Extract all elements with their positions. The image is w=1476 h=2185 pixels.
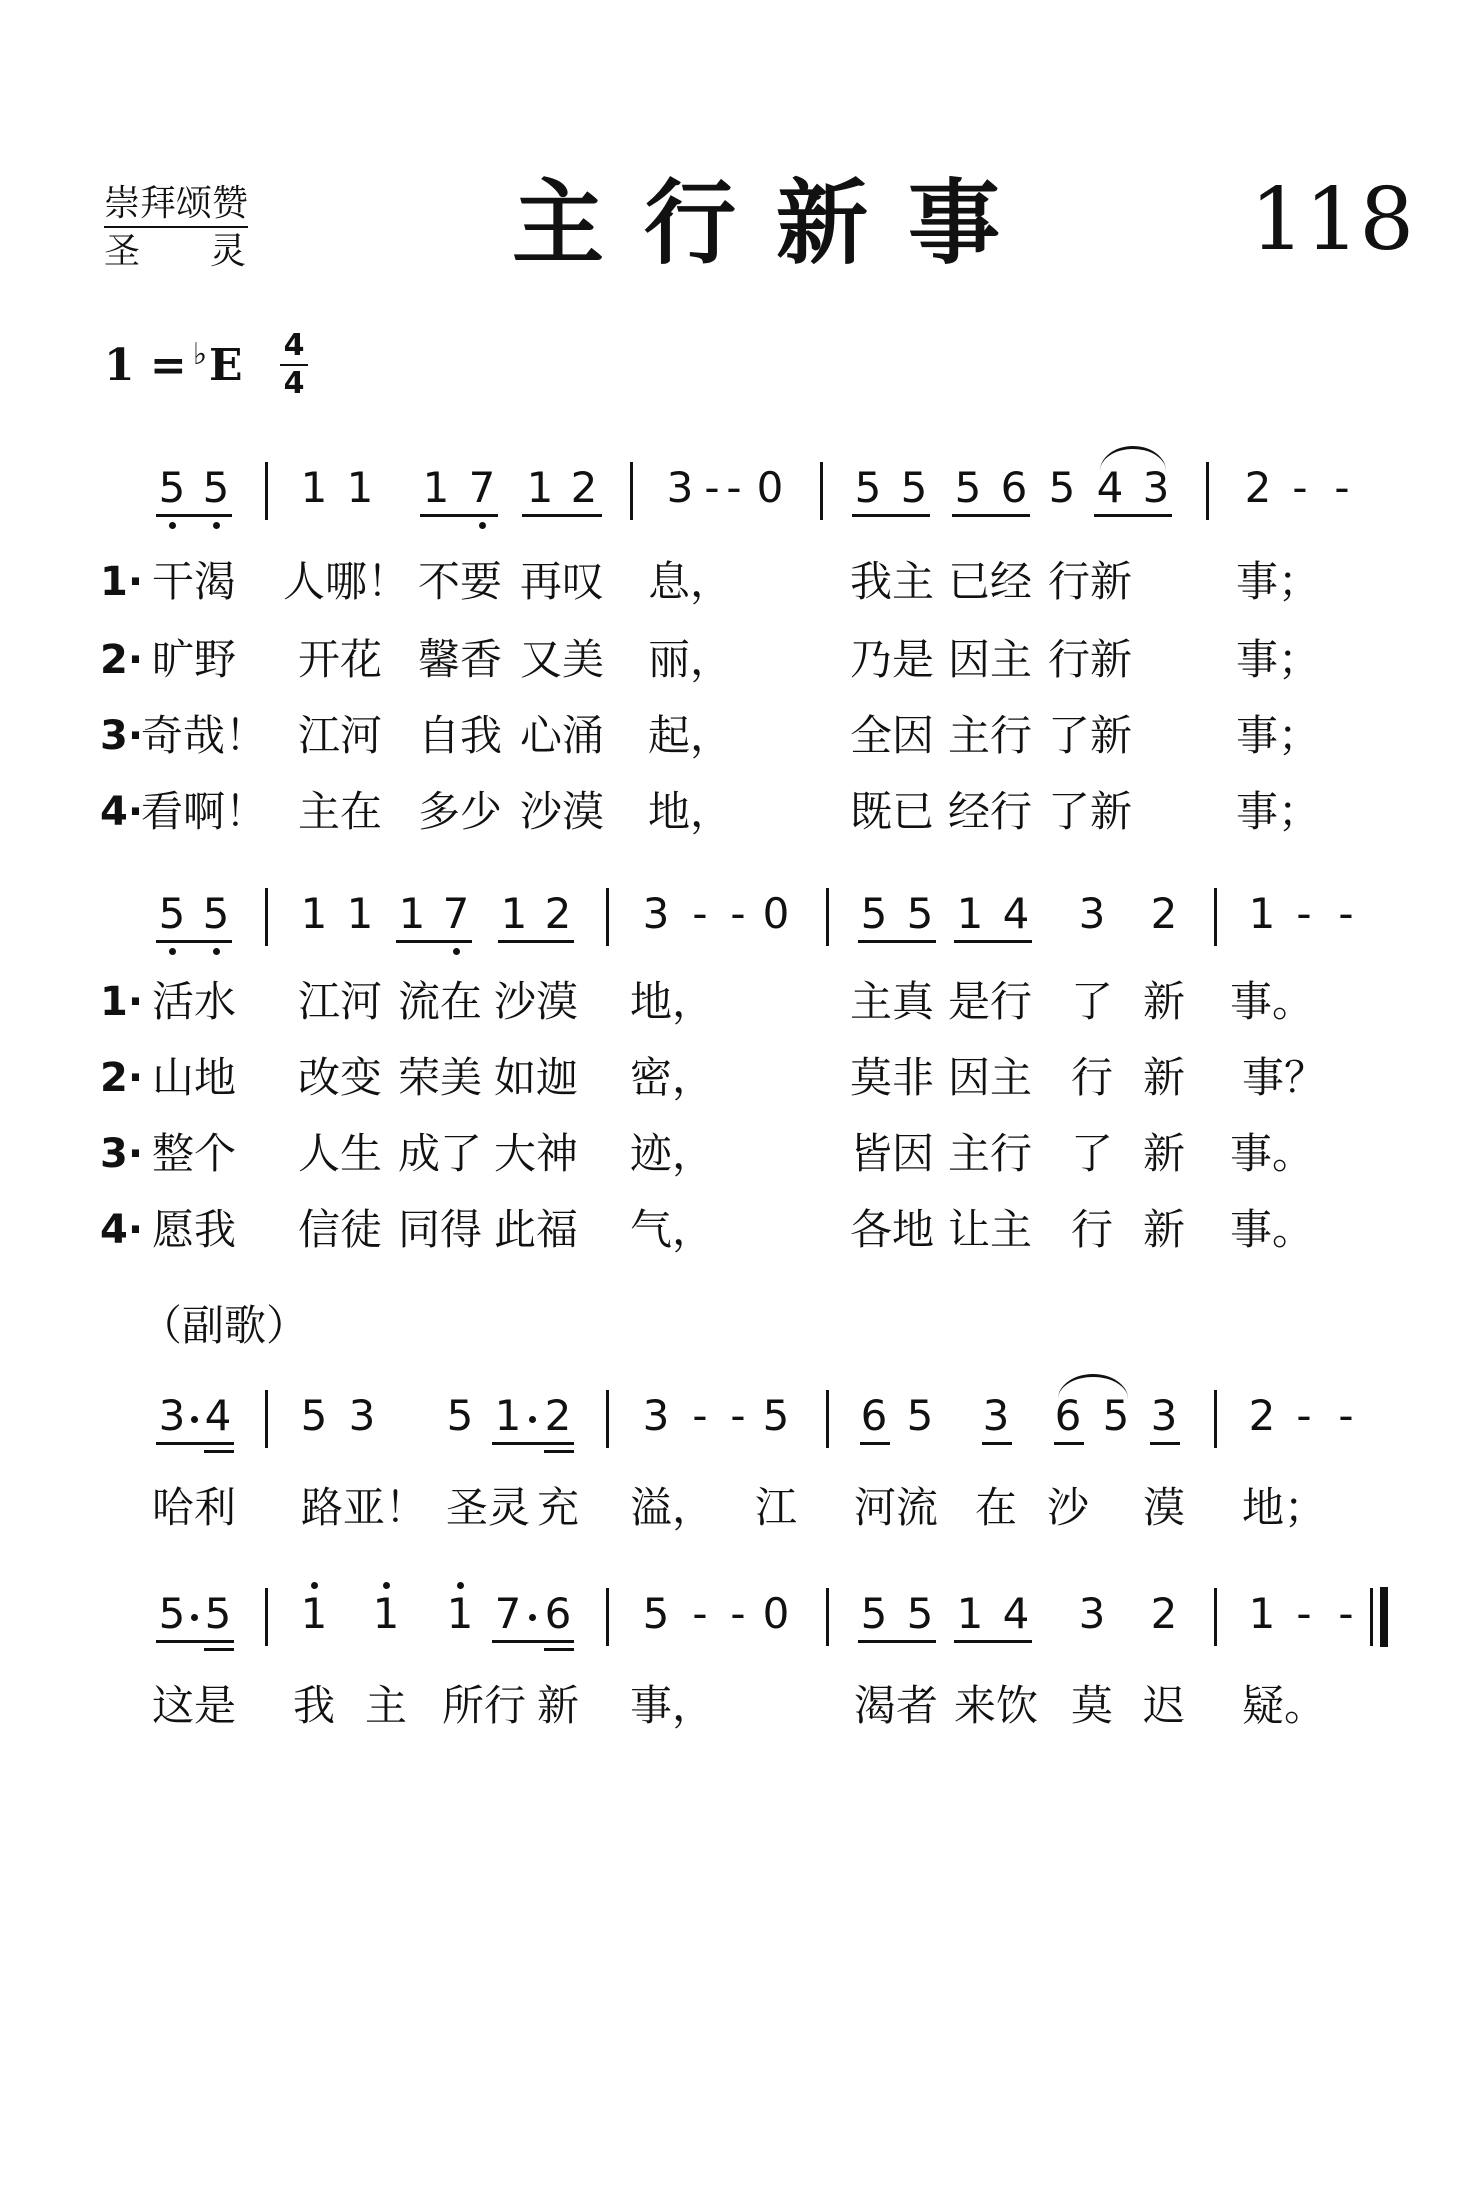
low-octave-dot — [169, 948, 176, 955]
dash: - — [726, 463, 742, 512]
lyric: 同得 — [397, 1205, 483, 1254]
lyric: 如迦 — [493, 1053, 579, 1102]
beam — [858, 940, 936, 943]
subcategory-right: 灵 — [210, 231, 247, 272]
verse-number: 3· — [100, 1131, 144, 1177]
lyric: 事。 — [1229, 1129, 1315, 1178]
verse-number: 4· — [100, 1207, 144, 1253]
beam — [498, 940, 574, 943]
hymn-title: 主行新事 — [512, 169, 1041, 277]
note: 2 — [1248, 1391, 1276, 1440]
lyric: 奇哉！ — [140, 711, 268, 760]
verse-number: 1· — [100, 559, 144, 605]
lyric: 干渴 — [151, 557, 237, 606]
beam — [492, 1442, 574, 1445]
lyric: 哈利 — [151, 1483, 237, 1532]
lyric: 起， — [647, 711, 733, 760]
slur — [1100, 446, 1166, 471]
lyric: 主行 — [947, 711, 1033, 760]
verse-number: 4· — [100, 789, 144, 835]
lyric: 经行 — [947, 787, 1033, 836]
note: 5 — [202, 889, 230, 938]
beam-secondary — [544, 1450, 574, 1453]
verse-number: 3· — [100, 713, 144, 759]
lyric: 已经 — [947, 557, 1033, 606]
beam — [952, 514, 1030, 517]
key-one-equals: 1 = — [104, 340, 187, 391]
lyric: 莫非 — [849, 1053, 935, 1102]
lyric: 江河 — [297, 977, 383, 1026]
note: 1 — [398, 889, 426, 938]
lyric: 活水 — [151, 977, 237, 1026]
dash: - — [1338, 1589, 1354, 1638]
note: 0 — [762, 1589, 790, 1638]
dash: - — [692, 889, 708, 938]
lyric: 是行 — [947, 977, 1033, 1026]
dotted-note-dot — [529, 1416, 536, 1423]
beam — [156, 940, 232, 943]
lyric: 主 — [364, 1681, 408, 1730]
note: 3 — [1142, 463, 1170, 512]
note: 3 — [348, 1391, 376, 1440]
dash: - — [1296, 1391, 1312, 1440]
note: 3 — [158, 1391, 186, 1440]
lyric: 了新 — [1047, 711, 1133, 760]
note: 1 — [1248, 889, 1276, 938]
note: 5 — [900, 463, 928, 512]
bar-line — [1214, 1390, 1217, 1448]
lyric: 多少 — [417, 787, 503, 836]
note: 6 — [1000, 463, 1028, 512]
note: 2 — [1244, 463, 1272, 512]
note: 6 — [1054, 1391, 1082, 1440]
beam — [1150, 1442, 1180, 1445]
lyric: 事； — [1235, 557, 1321, 606]
note: 5 — [906, 889, 934, 938]
lyric: 在 — [974, 1483, 1018, 1532]
beam — [522, 514, 602, 517]
lyric: 我 — [292, 1681, 336, 1730]
lyric: 行 — [1070, 1205, 1114, 1254]
high-octave-dot — [383, 1582, 390, 1589]
subcategory-left: 圣 — [104, 231, 141, 272]
note: 1 — [446, 1589, 474, 1638]
lyric: 主真 — [849, 977, 935, 1026]
note: 2 — [544, 889, 572, 938]
high-octave-dot — [457, 1582, 464, 1589]
note: 1 — [956, 1589, 984, 1638]
note: 2 — [1150, 1589, 1178, 1638]
bar-line — [826, 888, 829, 946]
bar-line — [265, 462, 268, 520]
beam — [396, 940, 472, 943]
dash: - — [730, 1589, 746, 1638]
note: 4 — [204, 1391, 232, 1440]
note: 5 — [854, 463, 882, 512]
lyric: 漠 — [1142, 1483, 1186, 1532]
note: 5 — [954, 463, 982, 512]
lyric: 河流 — [853, 1483, 939, 1532]
lyric: 行新 — [1047, 635, 1133, 684]
beam — [156, 1640, 234, 1643]
lyric: 路亚！ — [300, 1483, 428, 1532]
beam — [860, 1442, 890, 1445]
lyric: 了新 — [1047, 787, 1133, 836]
note: 5 — [446, 1391, 474, 1440]
beam — [852, 514, 930, 517]
note: 3 — [666, 463, 694, 512]
lyric: 改变 — [297, 1053, 383, 1102]
note: 3 — [1078, 1589, 1106, 1638]
note: 6 — [860, 1391, 888, 1440]
note: 6 — [544, 1589, 572, 1638]
lyric: 气， — [629, 1205, 715, 1254]
lyric: 既已 — [849, 787, 935, 836]
lyric: 事； — [1235, 635, 1321, 684]
chorus-label: （副歌） — [140, 1301, 309, 1350]
note: 1 — [1248, 1589, 1276, 1638]
bar-line — [820, 462, 823, 520]
beam-secondary — [544, 1648, 574, 1651]
verse-number: 2· — [100, 1055, 144, 1101]
lyric: 了 — [1070, 977, 1114, 1026]
note: 2 — [1150, 889, 1178, 938]
notation-row-4 — [0, 1588, 1476, 1648]
notation-row-1 — [0, 462, 1476, 522]
lyric: 因主 — [947, 635, 1033, 684]
bar-line — [265, 1588, 268, 1646]
lyric: 事； — [1235, 711, 1321, 760]
dash: - — [1338, 1391, 1354, 1440]
note: 5 — [906, 1589, 934, 1638]
lyric: 地， — [629, 977, 715, 1026]
dash: - — [1292, 463, 1308, 512]
beam — [954, 1640, 1032, 1643]
lyric: 新 — [1142, 977, 1186, 1026]
beam — [420, 514, 498, 517]
lyric: 新 — [1142, 1129, 1186, 1178]
high-octave-dot — [311, 1582, 318, 1589]
notation-row-2 — [0, 888, 1476, 948]
bar-line — [606, 888, 609, 946]
lyric: 事； — [1235, 787, 1321, 836]
beam — [954, 940, 1032, 943]
dotted-note-dot — [529, 1614, 536, 1621]
lyric: 整个 — [151, 1129, 237, 1178]
lyric: 莫 — [1070, 1681, 1114, 1730]
lyric: 皆因 — [849, 1129, 935, 1178]
final-bar-thin — [1370, 1588, 1373, 1646]
lyric: 因主 — [947, 1053, 1033, 1102]
lyric: 行新 — [1047, 557, 1133, 606]
key-signature — [104, 336, 243, 401]
note: 1 — [494, 1391, 522, 1440]
low-octave-dot — [169, 522, 176, 529]
lyric: 成了 — [397, 1129, 483, 1178]
note: 3 — [642, 1391, 670, 1440]
note: 1 — [956, 889, 984, 938]
lyric: 圣灵 — [445, 1483, 531, 1532]
note: 1 — [300, 463, 328, 512]
dash: - — [1296, 889, 1312, 938]
bar-line — [826, 1390, 829, 1448]
lyric: 密， — [629, 1053, 715, 1102]
lyric: 地； — [1241, 1483, 1327, 1532]
lyric: 新 — [536, 1681, 580, 1730]
note: 1 — [526, 463, 554, 512]
bar-line — [265, 888, 268, 946]
lyric: 主在 — [297, 787, 383, 836]
dash: - — [1296, 1589, 1312, 1638]
key-letter: E — [208, 340, 243, 391]
verse-number: 2· — [100, 637, 144, 683]
note: 1 — [300, 889, 328, 938]
bar-line — [1206, 462, 1209, 520]
low-octave-dot — [479, 522, 486, 529]
note: 7 — [468, 463, 496, 512]
lyric: 大神 — [493, 1129, 579, 1178]
lyric: 全因 — [849, 711, 935, 760]
verse-number: 1· — [100, 979, 144, 1025]
lyric: 息， — [647, 557, 733, 606]
bar-line — [1214, 888, 1217, 946]
beam-secondary — [204, 1450, 234, 1453]
note: 5 — [1048, 463, 1076, 512]
low-octave-dot — [213, 522, 220, 529]
lyric: 新 — [1142, 1053, 1186, 1102]
lyric: 山地 — [151, 1053, 237, 1102]
note: 4 — [1002, 889, 1030, 938]
note: 5 — [204, 1589, 232, 1638]
lyric: 事， — [629, 1681, 715, 1730]
lyric: 疑。 — [1241, 1681, 1327, 1730]
note: 4 — [1096, 463, 1124, 512]
note: 5 — [1102, 1391, 1130, 1440]
lyric: 不要 — [417, 557, 503, 606]
lyric: 荣美 — [397, 1053, 483, 1102]
note: 3 — [1078, 889, 1106, 938]
dash: - — [730, 889, 746, 938]
lyric: 乃是 — [849, 635, 935, 684]
lyric: 迟 — [1142, 1681, 1186, 1730]
lyric: 人生 — [297, 1129, 383, 1178]
meter-bottom: 4 — [283, 366, 305, 401]
lyric: 开花 — [297, 635, 383, 684]
beam — [156, 514, 232, 517]
lyric: 人哪！ — [282, 557, 410, 606]
dash: - — [730, 1391, 746, 1440]
beam — [982, 1442, 1012, 1445]
lyric: 这是 — [151, 1681, 237, 1730]
note: 2 — [544, 1391, 572, 1440]
lyric: 自我 — [417, 711, 503, 760]
note: 7 — [442, 889, 470, 938]
category-label: 崇拜颂赞 — [104, 184, 248, 228]
lyric: 我主 — [849, 557, 935, 606]
lyric: 所行 — [441, 1681, 527, 1730]
note: 5 — [642, 1589, 670, 1638]
note: 1 — [300, 1589, 328, 1638]
lyric: 事。 — [1229, 977, 1315, 1026]
notation-row-3 — [0, 1390, 1476, 1450]
note: 3 — [1150, 1391, 1178, 1440]
lyric: 地， — [647, 787, 733, 836]
lyric: 充 — [536, 1483, 580, 1532]
lyric: 丽， — [647, 635, 733, 684]
beam — [858, 1640, 936, 1643]
lyric: 此福 — [493, 1205, 579, 1254]
bar-line — [606, 1390, 609, 1448]
lyric: 各地 — [849, 1205, 935, 1254]
lyric: 心涌 — [519, 711, 605, 760]
bar-line — [1214, 1588, 1217, 1646]
low-octave-dot — [213, 948, 220, 955]
lyric: 沙漠 — [493, 977, 579, 1026]
dash: - — [692, 1589, 708, 1638]
note: 3 — [642, 889, 670, 938]
beam — [156, 1442, 234, 1445]
lyric: 沙 — [1046, 1483, 1090, 1532]
note: 5 — [158, 1589, 186, 1638]
beam — [1094, 514, 1172, 517]
lyric: 新 — [1142, 1205, 1186, 1254]
lyric: 馨香 — [417, 635, 503, 684]
lyric: 江 — [754, 1483, 798, 1532]
lyric: 再叹 — [519, 557, 605, 606]
bar-line — [265, 1390, 268, 1448]
bar-line — [630, 462, 633, 520]
note: 1 — [346, 463, 374, 512]
lyric: 事。 — [1229, 1205, 1315, 1254]
dash: - — [1334, 463, 1350, 512]
beam — [492, 1640, 574, 1643]
lyric: 了 — [1070, 1129, 1114, 1178]
note: 5 — [860, 1589, 888, 1638]
dotted-note-dot — [191, 1614, 198, 1621]
meter-top: 4 — [283, 328, 305, 363]
note: 1 — [422, 463, 450, 512]
dash: - — [704, 463, 720, 512]
note: 5 — [860, 889, 888, 938]
note: 5 — [158, 889, 186, 938]
note: 7 — [494, 1589, 522, 1638]
lyric: 沙漠 — [519, 787, 605, 836]
bar-line — [606, 1588, 609, 1646]
note: 4 — [1002, 1589, 1030, 1638]
note: 0 — [756, 463, 784, 512]
lyric: 来饮 — [953, 1681, 1039, 1730]
flat-sign: ♭ — [192, 337, 207, 372]
note: 2 — [570, 463, 598, 512]
lyric: 信徒 — [297, 1205, 383, 1254]
low-octave-dot — [453, 948, 460, 955]
lyric: 让主 — [947, 1205, 1033, 1254]
lyric: 溢， — [629, 1483, 715, 1532]
subcategory-label — [104, 232, 246, 272]
final-bar-thick — [1380, 1587, 1388, 1647]
lyric: 流在 — [397, 977, 483, 1026]
lyric: 又美 — [519, 635, 605, 684]
note: 5 — [202, 463, 230, 512]
lyric: 主行 — [947, 1129, 1033, 1178]
note: 1 — [500, 889, 528, 938]
lyric: 渴者 — [853, 1681, 939, 1730]
slur — [1058, 1374, 1128, 1399]
lyric: 愿我 — [151, 1205, 237, 1254]
lyric: 事？ — [1241, 1053, 1327, 1102]
dotted-note-dot — [191, 1416, 198, 1423]
lyric: 迹， — [629, 1129, 715, 1178]
note: 3 — [982, 1391, 1010, 1440]
bar-line — [826, 1588, 829, 1646]
beam-secondary — [204, 1648, 234, 1651]
note: 5 — [906, 1391, 934, 1440]
lyric: 江河 — [297, 711, 383, 760]
note: 5 — [300, 1391, 328, 1440]
beam — [1054, 1442, 1084, 1445]
note: 5 — [762, 1391, 790, 1440]
dash: - — [1338, 889, 1354, 938]
lyric: 看啊！ — [140, 787, 268, 836]
note: 0 — [762, 889, 790, 938]
note: 1 — [346, 889, 374, 938]
hymn-number: 118 — [1250, 170, 1415, 270]
lyric: 行 — [1070, 1053, 1114, 1102]
note: 1 — [372, 1589, 400, 1638]
note: 5 — [158, 463, 186, 512]
dash: - — [692, 1391, 708, 1440]
lyric: 旷野 — [151, 635, 237, 684]
time-signature — [280, 330, 308, 400]
